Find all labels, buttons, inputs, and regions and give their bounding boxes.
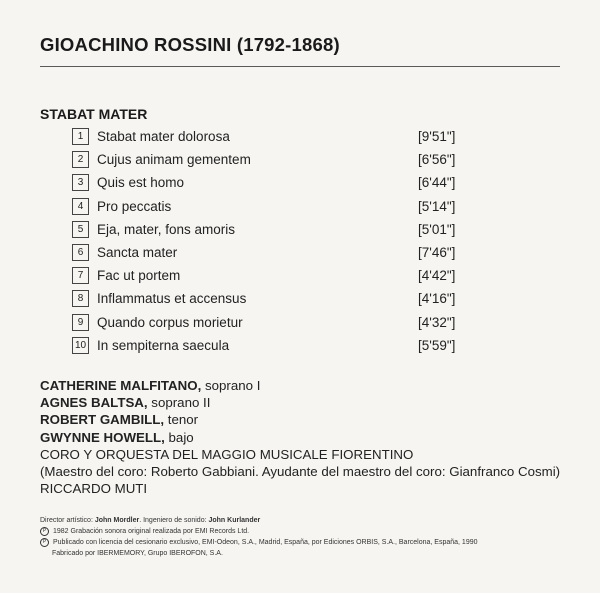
phonogram-icon: P <box>40 538 49 547</box>
legal-footer <box>40 515 580 559</box>
track-name: In sempiterna saecula <box>97 337 230 353</box>
track-name: Eja, mater, fons amoris <box>97 221 236 237</box>
composer-title: GIOACHINO ROSSINI (1792-1868) <box>40 34 340 55</box>
track-name: Fac ut portem <box>97 268 181 284</box>
performer-role: tenor <box>164 412 199 428</box>
track-number: 4 <box>72 198 89 215</box>
work-title: STABAT MATER <box>40 106 148 122</box>
track-row <box>72 173 492 196</box>
track-duration: [5'14"] <box>418 198 456 214</box>
track-number: 2 <box>72 151 89 168</box>
track-duration: [4'32"] <box>418 314 456 330</box>
director-name: John Mordler <box>94 517 140 524</box>
conductor-name: RICCARDO MUTI <box>40 481 148 497</box>
track-row <box>72 127 492 150</box>
copyright-text: 1982 Grabación sonora original realizada por EMI Records Ltd. <box>53 528 250 535</box>
performer-role: soprano II <box>147 395 211 411</box>
track-number: 6 <box>72 244 89 261</box>
performer-line <box>40 429 600 446</box>
track-name: Stabat mater dolorosa <box>97 129 230 144</box>
performer-name: ROBERT GAMBILL, <box>40 412 165 428</box>
track-number: 5 <box>72 221 89 238</box>
copyright-line <box>40 526 580 537</box>
track-duration: [4'42"] <box>418 268 456 284</box>
track-name: Pro peccatis <box>97 198 172 214</box>
performer-name: CATHERINE MALFITANO, <box>40 378 202 393</box>
production-credit <box>40 515 580 526</box>
engineer-name: John Kurlander <box>208 517 261 524</box>
track-duration: [6'56"] <box>418 152 456 168</box>
track-number: 10 <box>72 337 89 354</box>
manufacturer-line: Fabricado por IBERMEMORY, Grupo IBEROFON, S.A. <box>52 550 223 557</box>
track-row <box>72 313 492 336</box>
performer-role: bajo <box>164 429 194 445</box>
track-row <box>72 243 492 266</box>
performer-line <box>40 411 600 428</box>
track-row <box>72 289 492 312</box>
track-duration: [9'51"] <box>418 129 456 144</box>
track-row <box>72 266 492 289</box>
engineer-label: . Ingeniero de sonido: <box>139 517 209 524</box>
track-row <box>72 197 492 220</box>
track-number: 8 <box>72 290 89 307</box>
track-number: 9 <box>72 314 89 331</box>
track-duration: [4'16"] <box>418 291 456 307</box>
license-line <box>40 537 580 548</box>
track-name: Sancta mater <box>97 244 178 260</box>
license-text: Publicado con licencia del cesionario exclusivo, EMI-Odeon, S.A., Madrid, España, por Ediciones ORBIS, S.A., Barcelona, España, 1990 <box>53 539 478 546</box>
director-label: Director artístico: <box>40 517 95 524</box>
track-duration: [5'01"] <box>418 221 456 237</box>
track-number: 3 <box>72 174 89 191</box>
track-duration: [6'44"] <box>418 175 456 191</box>
phonogram-icon: P <box>40 527 49 536</box>
track-name: Quis est homo <box>97 175 185 191</box>
performer-name: GWYNNE HOWELL, <box>40 429 165 445</box>
track-number: 7 <box>72 267 89 284</box>
performer-line <box>40 394 600 411</box>
track-duration: [5'59"] <box>418 337 456 353</box>
ensemble-name: CORO Y ORQUESTA DEL MAGGIO MUSICALE FIORENTINO <box>40 446 414 462</box>
track-list <box>72 127 492 359</box>
chorus-note: (Maestro del coro: Roberto Gabbiani. Ayudante del maestro del coro: Gianfranco Cosmi) <box>40 464 561 480</box>
track-name: Cujus animam gementem <box>97 152 251 168</box>
title-divider <box>40 66 560 67</box>
performer-name: AGNES BALTSA, <box>40 395 148 411</box>
track-duration: [7'46"] <box>418 244 456 260</box>
track-name: Quando corpus morietur <box>97 314 243 330</box>
track-row <box>72 336 492 359</box>
track-number: 1 <box>72 128 89 145</box>
track-name: Inflammatus et accensus <box>97 291 247 307</box>
performer-line <box>40 377 600 394</box>
track-row <box>72 220 492 243</box>
track-row <box>72 150 492 173</box>
performer-role: soprano I <box>201 378 261 393</box>
performer-credits <box>40 377 600 497</box>
